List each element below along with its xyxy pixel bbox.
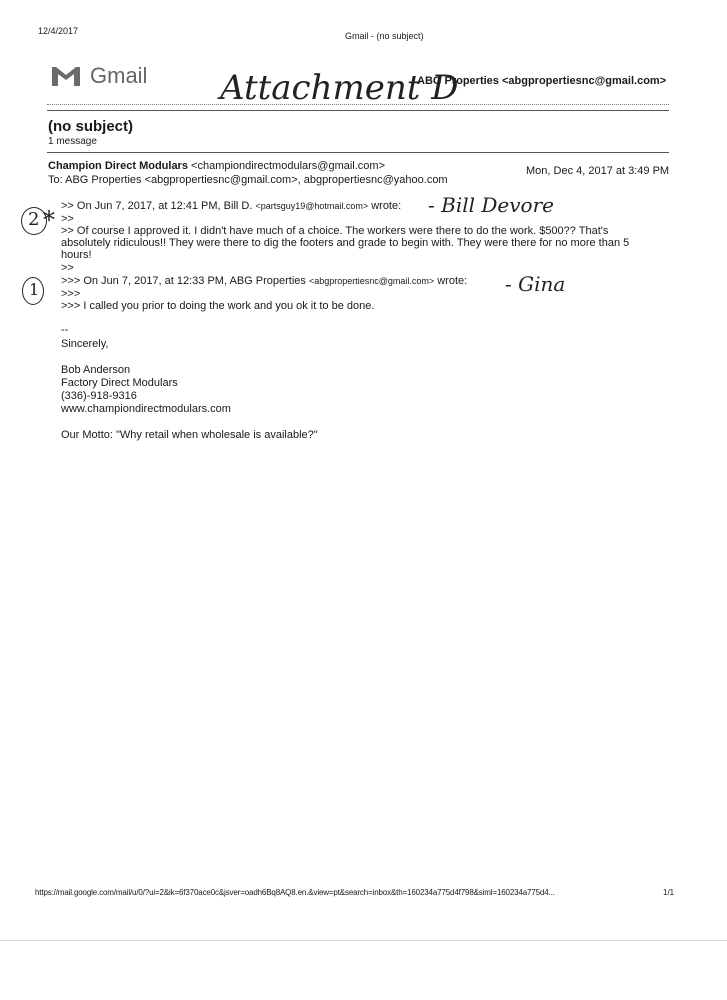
handwritten-bill-devore: - Bill Devore [428, 193, 554, 217]
handwritten-attachment-d: Attachment D [220, 68, 459, 108]
message-date: Mon, Dec 4, 2017 at 3:49 PM [526, 165, 670, 177]
handwritten-circle-2-label: 2 [28, 209, 40, 230]
account-label: ABG Properties <abgpropertiesnc@gmail.com> [417, 75, 667, 87]
gmail-logo [50, 63, 180, 91]
quote-line-1-text: >> On Jun 7, 2017, at 12:41 PM, Bill D. [61, 200, 256, 212]
quote-line-6: >> [61, 262, 74, 274]
handwritten-circle-1 [22, 277, 44, 305]
print-date: 12/4/2017 [38, 26, 79, 36]
quote-line-4: absolutely ridiculous!! They were there to dig the footers and grade to begin with. They were there for no more than 5 [61, 237, 630, 249]
print-footer-url: https://mail.google.com/mail/u/0/?ui=2&ik=6f370ace0c&jsver=oadh6Bq8AQ8.en.&view=pt&search=inbox&th=160234a775d4f798&siml=160234a775d4... [35, 888, 555, 897]
quote-line-3: >> Of course I approved it. I didn't have much of a choice. The workers were there to do the work. $500?? That's [61, 225, 609, 237]
quote-line-7 [61, 275, 467, 288]
header-divider [47, 104, 669, 105]
from-name: Champion Direct Modulars [48, 160, 188, 172]
signature-phone: (336)-918-9316 [61, 390, 137, 402]
gmail-logo-text: Gmail [90, 63, 148, 88]
quote-line-8: >>> [61, 288, 81, 300]
signature-name: Bob Anderson [61, 364, 131, 376]
handwritten-gina: - Gina [505, 272, 566, 296]
quote-line-1-email: <partsguy19@hotmail.com> [255, 201, 369, 211]
quote-line-7-email: <abgpropertiesnc@gmail.com> [308, 276, 435, 286]
handwritten-circle-1-label: 1 [29, 280, 40, 299]
from-line [48, 160, 385, 173]
message-count: 1 message [48, 136, 97, 147]
signature-dashes: -- [61, 324, 69, 336]
quote-line-1 [61, 200, 401, 213]
signature-motto: Our Motto: "Why retail when wholesale is available?" [61, 429, 318, 441]
quote-line-2: >> [61, 213, 74, 225]
print-title: Gmail - (no subject) [345, 31, 424, 41]
scan-edge [0, 940, 727, 941]
to-line: To: ABG Properties <abgpropertiesnc@gmail.com>, abgpropertiesnc@yahoo.com [48, 174, 448, 186]
signature-website: www.championdirectmodulars.com [61, 403, 231, 415]
from-email: <championdirectmodulars@gmail.com> [191, 160, 386, 172]
quote-line-9: >>> I called you prior to doing the work and you ok it to be done. [61, 300, 375, 312]
print-footer-page: 1/1 [663, 888, 675, 897]
subject-rule [47, 152, 669, 153]
header-rule [47, 110, 669, 111]
quote-line-1-suffix: wrote: [368, 200, 402, 212]
thread-subject: (no subject) [48, 118, 133, 135]
signature-sincerely: Sincerely, [61, 338, 109, 350]
quote-line-7-text: >>> On Jun 7, 2017, at 12:33 PM, ABG Properties [61, 275, 309, 287]
quote-line-7-suffix: wrote: [434, 275, 468, 287]
gmail-envelope-icon [50, 64, 82, 88]
handwritten-star: * [43, 206, 55, 234]
quote-line-5: hours! [61, 249, 92, 261]
signature-company: Factory Direct Modulars [61, 377, 178, 389]
